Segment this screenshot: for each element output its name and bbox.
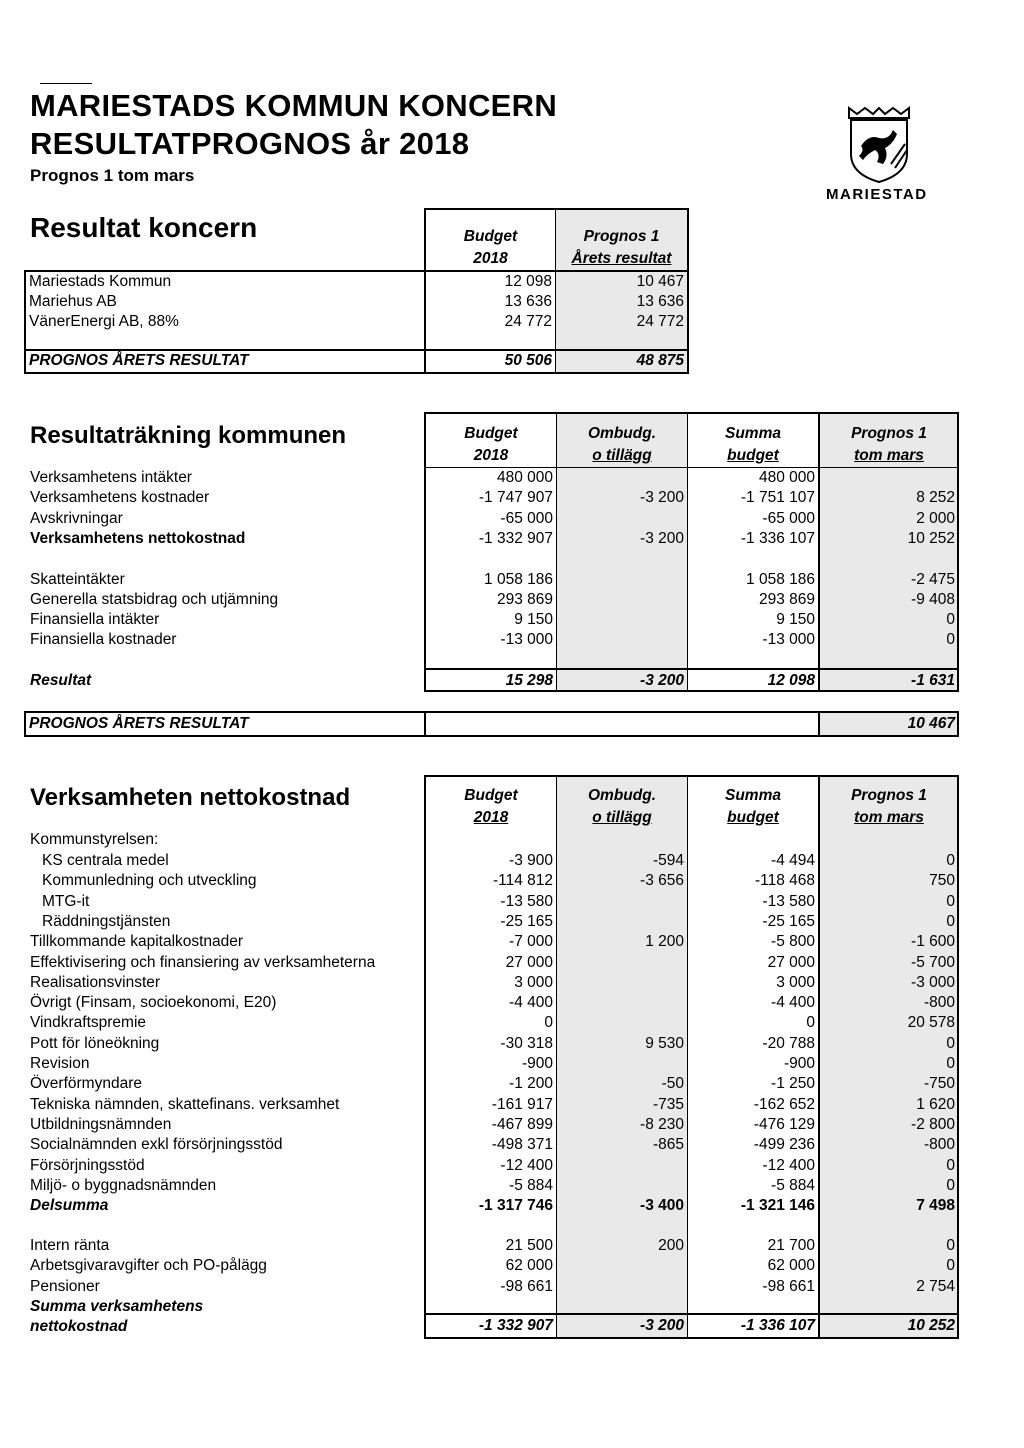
netto-row-summa: -118 468 — [754, 872, 815, 890]
netto-row-ombudg: -8 230 — [640, 1115, 684, 1133]
koncern-header-prognos-sub: Årets resultat — [571, 250, 672, 267]
netto-row-label: Pott för löneökning — [30, 1034, 160, 1052]
resultat-row-budget: 9 150 — [514, 611, 553, 628]
netto-row-label: Revision — [30, 1055, 90, 1072]
netto-row-label: Tekniska nämnden, skattefinans. verksamhet — [30, 1095, 340, 1113]
netto-row-budget: -3 900 — [509, 852, 553, 869]
netto-row-summa: -476 129 — [753, 1115, 815, 1133]
prognos-result-divider — [424, 711, 426, 737]
netto-group-label: Kommunstyrelsen: — [30, 831, 159, 848]
resultat-total-rule — [424, 668, 959, 670]
netto-row-prognos: 750 — [929, 872, 955, 890]
netto-row-summa: -25 165 — [762, 912, 815, 930]
netto-row-prognos: 0 — [946, 1237, 955, 1254]
netto-row-summa: 27 000 — [767, 953, 815, 971]
netto-row-summa: 21 700 — [767, 1237, 815, 1254]
netto-header-summa-sub: budget — [727, 809, 779, 826]
netto-header-budget: Budget — [464, 787, 518, 804]
resultat-row-label: Finansiella kostnader — [30, 631, 177, 648]
netto-total-budget: -1 332 907 — [478, 1317, 553, 1334]
netto-row-budget: 0 — [544, 1014, 553, 1032]
netto-row-label: Delsumma — [30, 1197, 109, 1215]
netto-row-summa: -20 788 — [762, 1034, 815, 1052]
netto-row-budget: -467 899 — [491, 1115, 553, 1133]
resultat-row-label: Skatteintäkter — [30, 571, 125, 588]
koncern-row-budget: 12 098 — [504, 273, 552, 290]
netto-row-budget: -98 661 — [500, 1277, 553, 1295]
netto-row-prognos: 0 — [946, 1034, 955, 1052]
netto-row-ombudg: -865 — [652, 1136, 684, 1154]
netto-title: Verksamheten nettokostnad — [30, 784, 351, 811]
netto-row-budget: -13 580 — [500, 892, 553, 910]
netto-row-budget: 27 000 — [505, 953, 553, 971]
resultat-header-ombudg: Ombudg. — [587, 425, 657, 442]
page-period: Prognos 1 tom mars — [30, 166, 195, 185]
netto-row-ombudg: 200 — [658, 1237, 684, 1254]
netto-row-ombudg: -3 656 — [640, 872, 684, 890]
resultat-header-ombudg-sub: o tillägg — [592, 447, 652, 464]
resultat-row-prognos: -2 475 — [911, 571, 955, 588]
netto-row-prognos: 0 — [946, 852, 955, 869]
netto-header-ombudg: Ombudg. — [587, 787, 657, 804]
resultat-row-budget: -13 000 — [500, 631, 553, 648]
netto-row-prognos: -3 000 — [911, 973, 955, 991]
netto-row-prognos: 20 578 — [907, 1014, 955, 1032]
netto-row-prognos: -2 800 — [911, 1115, 955, 1133]
netto-row-label: Övrigt (Finsam, socioekonomi, E20) — [30, 994, 277, 1012]
netto-row-ombudg: -594 — [652, 852, 684, 869]
netto-row-label: Pensioner — [30, 1277, 100, 1295]
netto-row-label: Räddningstjänsten — [42, 912, 171, 930]
resultat-row-ombudg: -3 200 — [640, 489, 684, 506]
netto-total-ombudg: -3 200 — [640, 1317, 684, 1334]
page-subtitle: RESULTATPROGNOS år 2018 — [30, 126, 470, 161]
netto-row-label: Utbildningsnämnden — [30, 1115, 172, 1133]
netto-row-prognos: 0 — [946, 1156, 955, 1174]
resultat-row-budget: -1 747 907 — [478, 489, 553, 506]
resultat-total-ombudg: -3 200 — [640, 672, 684, 689]
netto-row-budget: -1 200 — [509, 1075, 553, 1093]
resultat-total-budget: 15 298 — [505, 672, 553, 689]
netto-row-prognos: 2 754 — [916, 1277, 955, 1295]
koncern-row-budget: 24 772 — [504, 313, 552, 330]
logo-text: MARIESTAD — [826, 186, 928, 203]
koncern-total-prognos: 48 875 — [636, 352, 684, 369]
netto-row-summa: -98 661 — [762, 1277, 815, 1295]
netto-row-summa: -4 400 — [771, 994, 815, 1012]
resultat-row-budget: 480 000 — [496, 469, 553, 486]
netto-total-label-line1: Summa verksamhetens — [30, 1298, 204, 1315]
netto-row-budget: -4 400 — [509, 994, 553, 1012]
resultat-row-label: Avskrivningar — [30, 510, 123, 527]
netto-row-summa: 3 000 — [776, 973, 815, 991]
netto-row-budget: -114 812 — [492, 872, 553, 890]
resultat-row-prognos: 8 252 — [916, 489, 955, 506]
netto-row-label: Arbetsgivaravgifter och PO-pålägg — [30, 1257, 267, 1275]
netto-row-budget: -12 400 — [500, 1156, 553, 1174]
netto-row-prognos: -800 — [923, 994, 955, 1012]
netto-header-prognos: Prognos 1 — [851, 787, 927, 804]
netto-row-prognos: 0 — [946, 892, 955, 910]
resultat-row-summa: 1 058 186 — [746, 571, 815, 588]
resultat-total-summa: 12 098 — [767, 672, 815, 689]
resultat-row-summa: -13 000 — [762, 631, 815, 648]
resultat-header-prognos: Prognos 1 — [851, 425, 927, 442]
netto-row-prognos: 7 498 — [916, 1197, 955, 1215]
netto-row-budget: -5 884 — [509, 1176, 553, 1194]
netto-row-label: Miljö- o byggnadsnämnden — [30, 1176, 217, 1194]
netto-row-summa: -162 652 — [753, 1095, 815, 1113]
netto-row-label: Socialnämnden exkl försörjningsstöd — [30, 1136, 283, 1154]
netto-row-label: Försörjningsstöd — [30, 1156, 145, 1174]
resultat-header-prognos-sub: tom mars — [854, 447, 924, 464]
resultat-row-label: Verksamhetens nettokostnad — [30, 530, 246, 547]
netto-total-prognos: 10 252 — [907, 1317, 955, 1334]
netto-row-label: Vindkraftspremie — [30, 1014, 147, 1032]
netto-row-budget: -900 — [521, 1055, 553, 1072]
coat-of-arms-icon — [843, 104, 915, 184]
netto-header-year: 2018 — [473, 809, 509, 826]
netto-header-ombudg-sub: o tillägg — [592, 809, 652, 826]
netto-row-prognos: 1 620 — [916, 1095, 955, 1113]
resultat-row-prognos: 0 — [946, 631, 955, 648]
netto-total-rule — [424, 1313, 959, 1315]
netto-row-prognos: -5 700 — [911, 953, 955, 971]
resultat-total-label: Resultat — [30, 672, 92, 689]
netto-row-budget: -161 917 — [491, 1095, 553, 1113]
netto-row-ombudg: 9 530 — [645, 1034, 684, 1052]
netto-row-summa: -1 250 — [771, 1075, 815, 1093]
koncern-total-label: PROGNOS ÅRETS RESULTAT — [29, 352, 249, 369]
page-title: MARIESTADS KOMMUN KONCERN — [30, 88, 558, 123]
netto-row-ombudg: -3 400 — [640, 1197, 684, 1215]
resultat-row-ombudg: -3 200 — [640, 530, 684, 547]
netto-row-label: Överförmyndare — [30, 1075, 142, 1093]
resultat-row-summa: -65 000 — [762, 510, 815, 527]
netto-row-prognos: 0 — [946, 1176, 955, 1194]
header-rule — [40, 83, 92, 84]
resultat-header-year: 2018 — [473, 447, 509, 464]
netto-row-budget: 3 000 — [514, 973, 553, 991]
netto-row-budget: -25 165 — [500, 912, 553, 930]
koncern-title: Resultat koncern — [30, 212, 258, 243]
prognos-result-label: PROGNOS ÅRETS RESULTAT — [29, 715, 249, 732]
resultat-total-prognos: -1 631 — [911, 672, 955, 689]
netto-row-prognos: 0 — [946, 1055, 955, 1072]
koncern-header-year: 2018 — [473, 250, 508, 267]
resultat-title: Resultaträkning kommunen — [30, 422, 347, 449]
koncern-header-budget: Budget — [463, 228, 518, 245]
netto-row-label: MTG-it — [42, 892, 90, 910]
netto-row-label: KS centrala medel — [42, 852, 169, 869]
koncern-row-label: VänerEnergi AB, 88% — [29, 313, 179, 330]
koncern-header-prognos: Prognos 1 — [583, 228, 660, 245]
resultat-row-prognos: 2 000 — [916, 510, 955, 527]
resultat-row-budget: -65 000 — [500, 510, 553, 527]
resultat-row-label: Verksamhetens kostnader — [30, 489, 210, 506]
netto-row-prognos: -1 600 — [911, 933, 955, 951]
netto-row-budget: -498 371 — [491, 1136, 553, 1154]
netto-row-label: Effektivisering och finansiering av verksamheterna — [30, 953, 376, 971]
netto-row-prognos: -800 — [923, 1136, 955, 1154]
resultat-row-prognos: 10 252 — [907, 530, 955, 547]
resultat-row-summa: 9 150 — [776, 611, 815, 628]
netto-header-summa: Summa — [725, 787, 781, 804]
netto-row-summa: -499 236 — [753, 1136, 815, 1154]
resultat-row-prognos: 0 — [946, 611, 955, 628]
resultat-row-summa: -1 751 107 — [740, 489, 815, 506]
resultat-row-label: Verksamhetens intäkter — [30, 469, 192, 486]
netto-row-summa: -5 884 — [771, 1176, 815, 1194]
netto-row-prognos: -750 — [923, 1075, 955, 1093]
resultat-row-label: Generella statsbidrag och utjämning — [30, 591, 279, 608]
netto-row-label: Intern ränta — [30, 1237, 110, 1254]
koncern-total-budget: 50 506 — [504, 352, 552, 369]
netto-row-summa: 62 000 — [767, 1257, 815, 1275]
netto-total-label — [30, 1297, 203, 1337]
resultat-row-budget: -1 332 907 — [478, 530, 553, 547]
netto-row-budget: -7 000 — [509, 933, 553, 951]
koncern-row-prognos: 24 772 — [636, 313, 684, 330]
resultat-header-budget: Budget — [464, 425, 518, 442]
netto-row-summa: -1 321 146 — [740, 1197, 815, 1215]
koncern-row-prognos: 10 467 — [636, 273, 684, 290]
netto-row-summa: -5 800 — [771, 933, 815, 951]
netto-total-label-line2: nettokostnad — [30, 1318, 128, 1335]
koncern-row-prognos: 13 636 — [636, 293, 684, 310]
netto-row-summa: -900 — [783, 1055, 815, 1072]
netto-row-summa: -4 494 — [771, 852, 815, 869]
netto-row-budget: 21 500 — [505, 1237, 553, 1254]
koncern-row-label: Mariestads Kommun — [29, 273, 172, 290]
netto-row-summa: -12 400 — [762, 1156, 815, 1174]
netto-row-label: Kommunledning och utveckling — [42, 872, 257, 890]
netto-row-ombudg: 1 200 — [645, 933, 684, 951]
netto-total-summa: -1 336 107 — [740, 1317, 815, 1334]
netto-row-summa: 0 — [806, 1014, 815, 1032]
koncern-row-budget: 13 636 — [504, 293, 552, 310]
netto-row-prognos: 0 — [946, 1257, 955, 1275]
koncern-row-label: Mariehus AB — [29, 293, 117, 310]
netto-row-label: Realisationsvinster — [30, 973, 161, 991]
resultat-row-summa: 480 000 — [758, 469, 815, 486]
resultat-row-summa: -1 336 107 — [740, 530, 815, 547]
netto-row-budget: 62 000 — [505, 1257, 553, 1275]
netto-row-budget: -30 318 — [500, 1034, 553, 1052]
resultat-row-label: Finansiella intäkter — [30, 611, 160, 628]
prognos-result-value: 10 467 — [907, 715, 955, 732]
resultat-row-budget: 293 869 — [496, 591, 553, 608]
resultat-header-summa: Summa — [725, 425, 781, 442]
netto-row-summa: -13 580 — [762, 892, 815, 910]
netto-row-budget: -1 317 746 — [478, 1197, 553, 1215]
netto-row-ombudg: -50 — [661, 1075, 684, 1093]
resultat-row-summa: 293 869 — [758, 591, 815, 608]
netto-row-ombudg: -735 — [652, 1095, 684, 1113]
resultat-row-prognos: -9 408 — [911, 591, 955, 608]
resultat-header-summa-sub: budget — [727, 447, 779, 464]
netto-header-prognos-sub: tom mars — [854, 809, 924, 826]
netto-row-label: Tillkommande kapitalkostnader — [30, 933, 244, 951]
netto-row-prognos: 0 — [946, 912, 955, 930]
resultat-row-budget: 1 058 186 — [484, 571, 553, 588]
